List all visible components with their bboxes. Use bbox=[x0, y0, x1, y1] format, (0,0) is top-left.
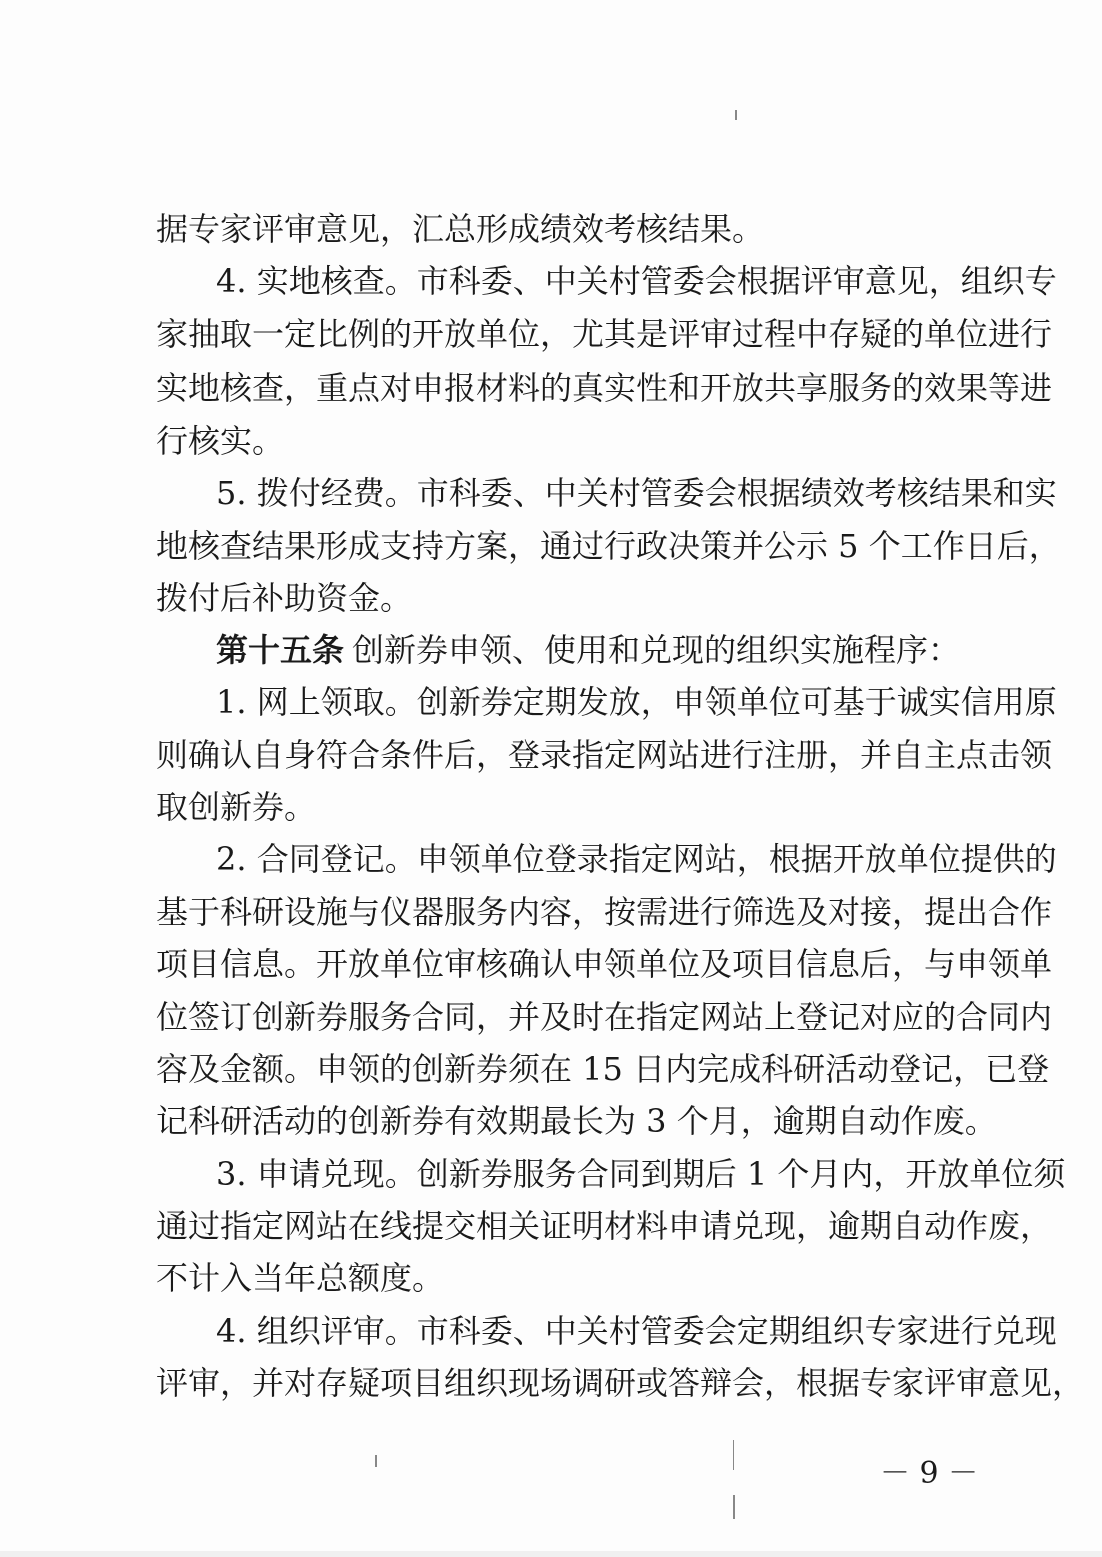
text-line-content: 通过指定网站在线提交相关证明材料申请兑现，逾期自动作废， bbox=[156, 1207, 1053, 1245]
text-line-content: 3. 申请兑现。创新券服务合同到期后 1 个月内，开放单位须 bbox=[216, 1155, 1066, 1193]
text-line-content: 2. 合同登记。申领单位登录指定网站，根据开放单位提供的 bbox=[216, 840, 1057, 878]
text-line-content: 5. 拨付经费。市科委、中关村管委会根据绩效考核结果和实 bbox=[216, 474, 1057, 512]
scan-speck bbox=[375, 1455, 377, 1467]
text-line-content: 行核实。 bbox=[156, 422, 285, 460]
text-line-content: 1. 网上领取。创新券定期发放，申领单位可基于诚实信用原 bbox=[216, 683, 1057, 721]
page-number: － 9 － bbox=[880, 1456, 979, 1491]
text-line-content: 则确认自身符合条件后，登录指定网站进行注册，并自主点击领 bbox=[156, 736, 1053, 774]
article-number: 第十五条 bbox=[216, 631, 345, 669]
text-line-content: 实地核查，重点对申报材料的真实性和开放共享服务的效果等进 bbox=[156, 369, 1053, 407]
text-line-content: 不计入当年总额度。 bbox=[156, 1259, 445, 1297]
article-title: 创新券申领、使用和兑现的组织实施程序： bbox=[352, 631, 961, 669]
scan-speck bbox=[735, 110, 737, 120]
scan-speck bbox=[733, 1440, 734, 1470]
text-line-content: 据专家评审意见，汇总形成绩效考核结果。 bbox=[156, 210, 765, 248]
text-line-content: 家抽取一定比例的开放单位，尤其是评审过程中存疑的单位进行 bbox=[156, 315, 1053, 353]
text-line-content: 4. 实地核查。市科委、中关村管委会根据评审意见，组织专 bbox=[216, 262, 1057, 300]
text-line-content: 基于科研设施与仪器服务内容，按需进行筛选及对接，提出合作 bbox=[156, 893, 1053, 931]
page-edge bbox=[0, 1551, 1102, 1557]
text-line-content: 取创新券。 bbox=[156, 788, 317, 826]
text-line-content: 容及金额。申领的创新券须在 15 日内完成科研活动登记，已登 bbox=[156, 1050, 1050, 1088]
text-line-content: 位签订创新券服务合同，并及时在指定网站上登记对应的合同内 bbox=[156, 998, 1053, 1036]
text-line-content: 拨付后补助资金。 bbox=[156, 579, 413, 617]
scan-speck bbox=[733, 1495, 735, 1519]
text-line-content: 地核查结果形成支持方案，通过行政决策并公示 5 个工作日后， bbox=[156, 527, 1061, 565]
text-line-content: 记科研活动的创新券有效期最长为 3 个月，逾期自动作废。 bbox=[156, 1102, 997, 1140]
text-line-content: 评审，并对存疑项目组织现场调研或答辩会，根据专家评审意见， bbox=[156, 1364, 1085, 1402]
text-line-content: 4. 组织评审。市科委、中关村管委会定期组织专家进行兑现 bbox=[216, 1312, 1057, 1350]
text-line-content: 项目信息。开放单位审核确认申领单位及项目信息后，与申领单 bbox=[156, 945, 1053, 983]
